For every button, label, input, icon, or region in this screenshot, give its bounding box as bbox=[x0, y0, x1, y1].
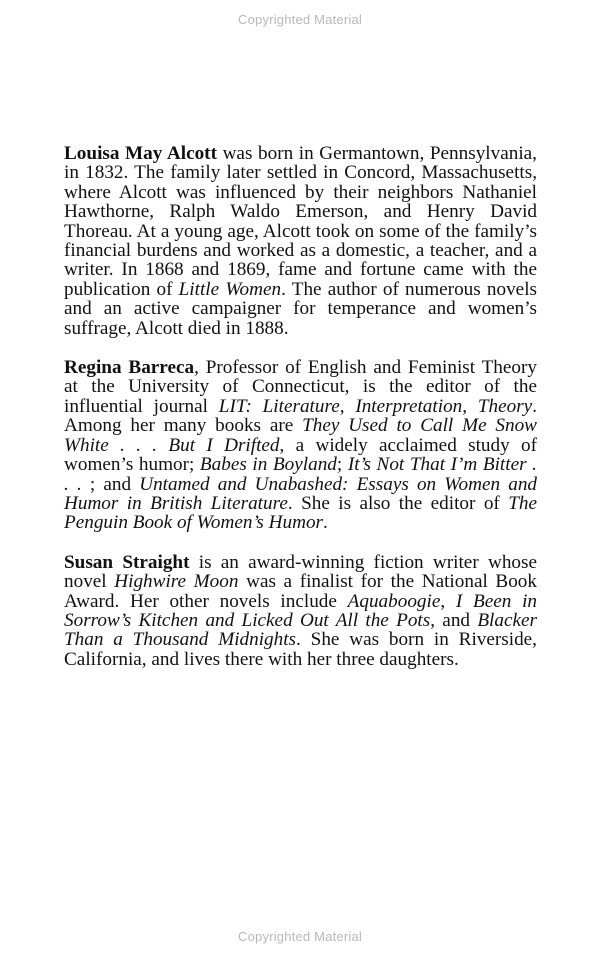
book-title: Untamed and Unabashed: Essays on Women and Humor in British Literature bbox=[64, 473, 538, 514]
bio-text: is an award-winning fiction writer whose novel bbox=[64, 551, 537, 593]
book-title: The Penguin Book of Women’s Humor bbox=[64, 492, 537, 534]
bio-text: . She was born in Riverside, California, and lives there with her three daughters. bbox=[64, 629, 537, 670]
book-title: Blacker Than a Thousand Midnights bbox=[64, 609, 537, 651]
book-title: LIT: Literature, Interpretation, Theory bbox=[218, 395, 533, 417]
bio-text: . Among her many books are bbox=[64, 395, 537, 437]
bio-text: . She is also the editor of bbox=[287, 492, 509, 514]
book-title: They Used to Call Me Snow White . . . But I Drifted bbox=[64, 415, 537, 456]
bio-text: was a finalist for the National Book Award. Her other novels include bbox=[64, 571, 537, 612]
bio-text: ; and bbox=[81, 473, 140, 495]
book-title: Little Women bbox=[178, 278, 282, 300]
bio-text: ; bbox=[336, 454, 348, 476]
author-name: Regina Barreca bbox=[64, 357, 195, 379]
bio-straight bbox=[64, 553, 537, 669]
bio-section bbox=[64, 144, 537, 689]
bio-alcott bbox=[64, 144, 537, 338]
book-title: Highwire Moon bbox=[114, 571, 239, 593]
bio-text: . bbox=[323, 512, 328, 534]
watermark-top: Copyrighted Material bbox=[238, 12, 362, 27]
bio-text: was born in Germantown, Pennsylvania, in 1832. The family later settled in Concord, Massachusetts, where Alcott was influenced by their neighbors Nathaniel Hawthorne, Ralph Waldo Emerson, and Henry David Thoreau. At a young age, Alcott took on some of the family’s financial burdens and worked as a domestic, a teacher, and a writer. In 1868 and 1869, fame and fortune came with the publication of bbox=[64, 143, 537, 300]
bio-text: , Professor of English and Feminist Theory at the University of Connecticut, is the editor of the influential journal bbox=[64, 357, 537, 417]
watermark-bottom: Copyrighted Material bbox=[238, 929, 362, 944]
bio-text: , a widely acclaimed study of women’s humor; bbox=[64, 434, 537, 476]
bio-text: , and bbox=[430, 609, 478, 631]
bio-text: . The author of numerous novels and an active campaigner for temperance and women’s suffrage, Alcott died in 1888. bbox=[64, 278, 537, 339]
bio-barreca bbox=[64, 358, 537, 533]
bio-text: , bbox=[440, 590, 456, 612]
author-name: Susan Straight bbox=[64, 551, 190, 573]
author-name: Louisa May Alcott bbox=[64, 143, 217, 164]
book-title: I Been in Sorrow’s Kitchen and Licked Out All the Pots bbox=[64, 590, 537, 631]
book-title: Babes in Boyland bbox=[199, 454, 337, 476]
book-title: Aquaboogie bbox=[347, 590, 441, 612]
book-title: It’s Not That I’m Bitter . . . bbox=[64, 454, 537, 495]
